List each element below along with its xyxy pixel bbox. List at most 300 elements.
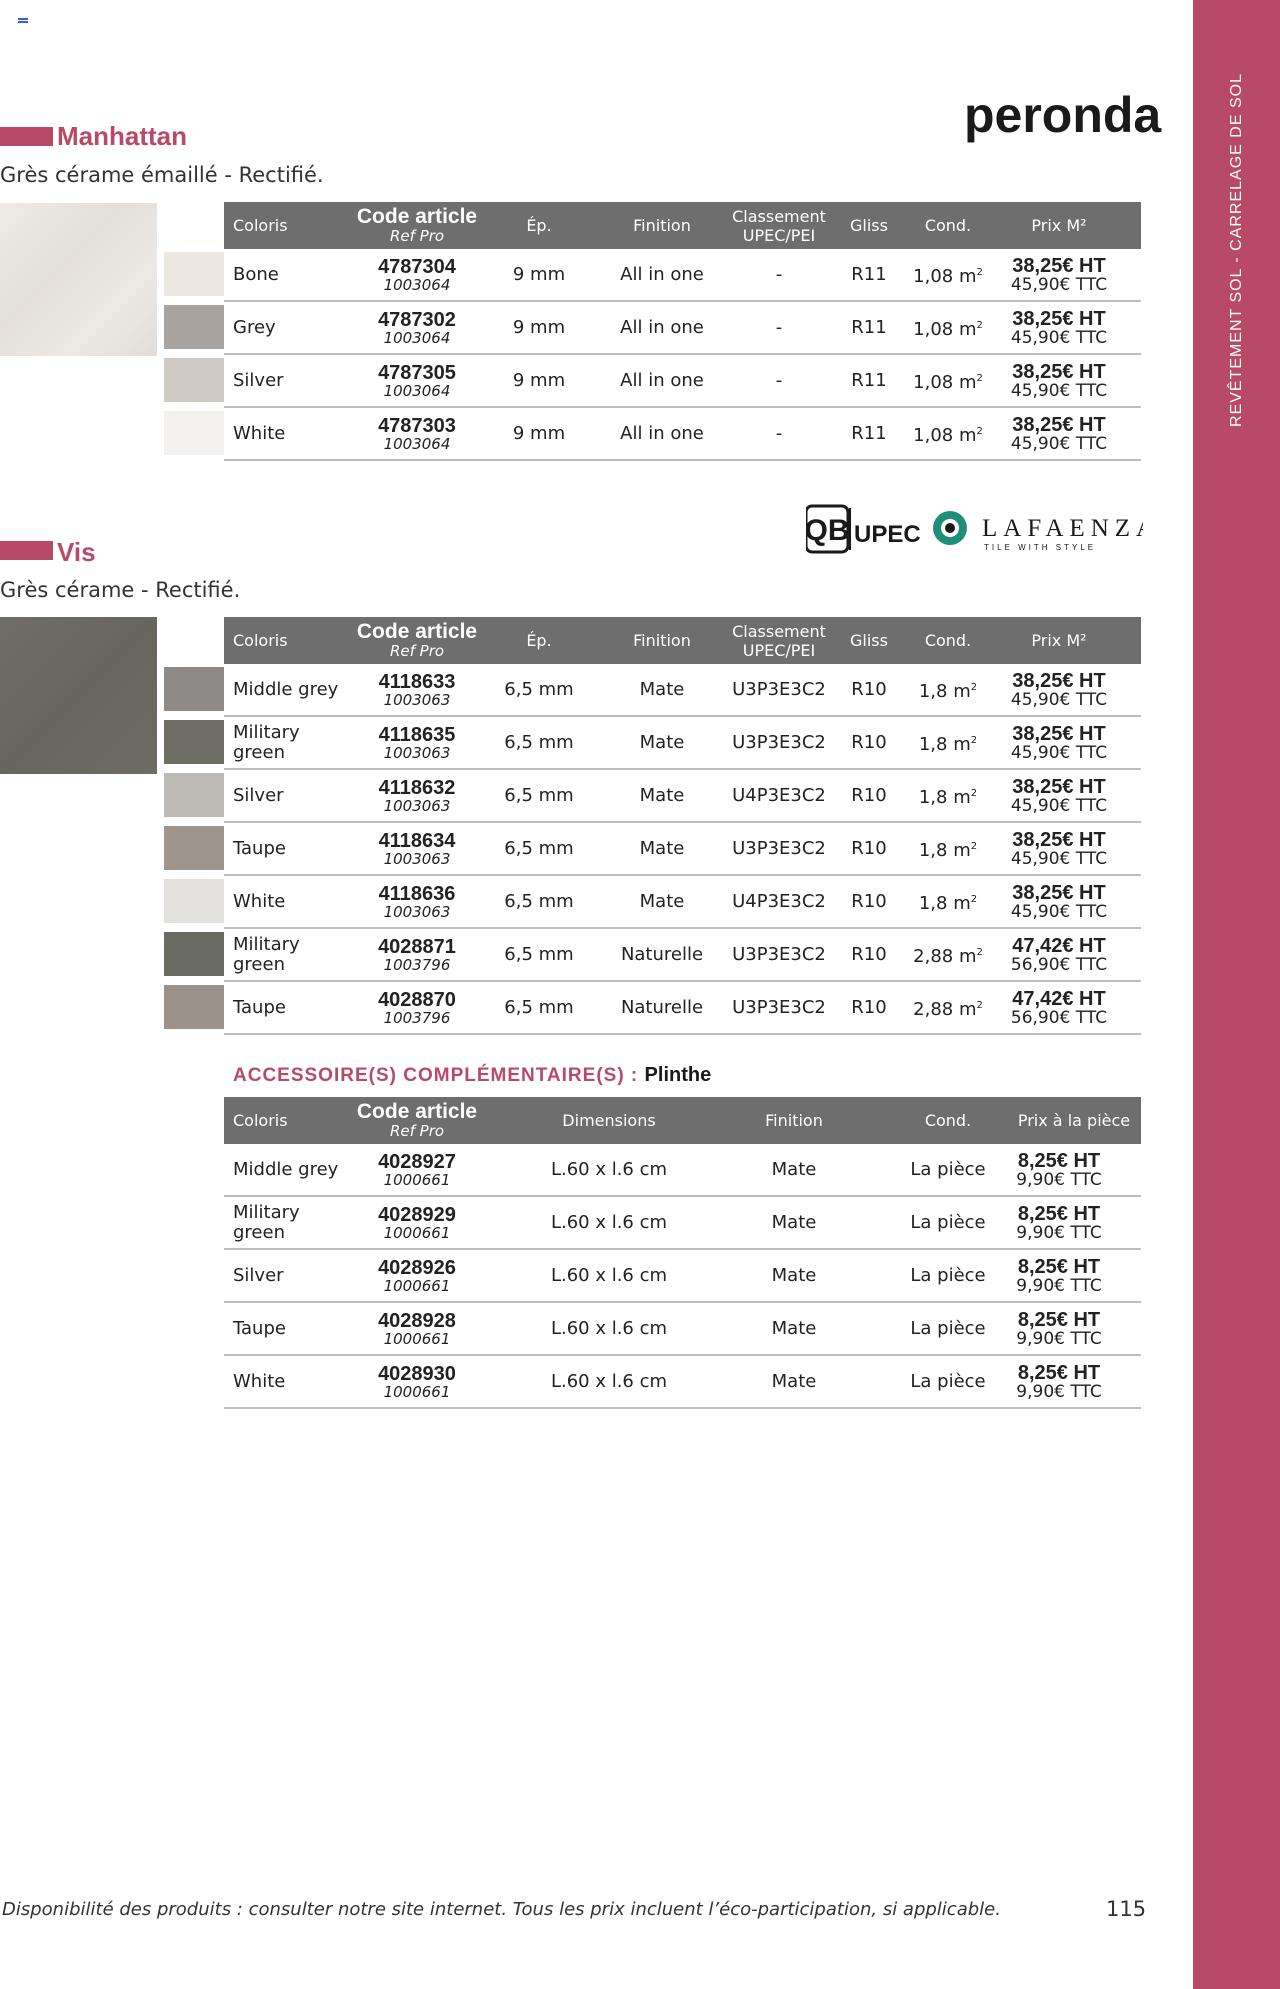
- cell-gliss: R10: [851, 891, 887, 912]
- cell-finition: Mate: [771, 1159, 817, 1180]
- price-ttc: 56,90€ TTC: [1010, 954, 1108, 975]
- cond-amount: 1,08 m: [913, 319, 977, 340]
- price-ht: 38,25€ HT: [1012, 413, 1106, 436]
- section-title-manhattan: Manhattan: [57, 121, 187, 151]
- section-marker: [0, 541, 53, 560]
- cell-gliss: R10: [851, 838, 887, 859]
- ref-pro: 1003064: [383, 381, 451, 400]
- cell-code: [352, 717, 482, 768]
- sidebar-label: REVÊTEMENT SOL - CARRELAGE DE SOL: [1228, 73, 1245, 427]
- cell-prix: [999, 1303, 1119, 1354]
- cell-finition: All in one: [620, 317, 704, 338]
- cell-ep: 9 mm: [512, 370, 566, 391]
- article-code: 4118634: [378, 829, 456, 852]
- cell-dimensions: L.60 x l.6 cm: [550, 1318, 668, 1339]
- cell-prix: [999, 823, 1119, 874]
- ref-pro: 1000661: [383, 1276, 451, 1295]
- section-subtitle-vis: Grès cérame - Rectifié.: [0, 578, 241, 602]
- cell-finition: Naturelle: [620, 944, 704, 965]
- square-unit: 2: [976, 373, 983, 384]
- cell-classement: U3P3E3C2: [732, 838, 826, 859]
- table-row: [224, 664, 1141, 717]
- section-title-vis: Vis: [57, 537, 96, 567]
- price-ttc: 45,90€ TTC: [1010, 689, 1108, 710]
- cell-ep: 6,5 mm: [504, 891, 574, 912]
- color-swatch: [164, 879, 224, 923]
- cell-ep: 9 mm: [512, 317, 566, 338]
- ref-pro: 1003063: [383, 902, 451, 921]
- cell-prix: [999, 408, 1119, 459]
- header-prix: Prix M²: [1031, 216, 1087, 235]
- cell-ep: 6,5 mm: [504, 785, 574, 806]
- cond-amount: 1,08 m: [913, 266, 977, 287]
- article-code: 4028871: [378, 935, 456, 958]
- cell-cond: [900, 717, 996, 768]
- color-swatch: [164, 985, 224, 1029]
- price-ht: 47,42€ HT: [1012, 987, 1106, 1010]
- header-coloris: Coloris: [233, 631, 288, 650]
- price-ttc: 45,90€ TTC: [1010, 901, 1108, 922]
- square-unit: 2: [970, 788, 978, 799]
- cell-classement: U3P3E3C2: [732, 732, 826, 753]
- section-marker: [0, 127, 53, 146]
- price-ttc: 45,90€ TTC: [1010, 433, 1108, 454]
- color-swatch: [164, 411, 224, 455]
- article-code: 4028870: [378, 988, 456, 1011]
- cell-gliss: R10: [851, 679, 887, 700]
- table-row: [224, 355, 1141, 408]
- cell-code: [352, 664, 482, 715]
- cell-coloris: Military green: [233, 721, 300, 763]
- cell-ep: 6,5 mm: [504, 838, 574, 859]
- cell-code: [352, 876, 482, 927]
- header-code-label: Code article: [356, 205, 478, 228]
- cell-code: [352, 1356, 482, 1407]
- cond-value: [919, 837, 977, 860]
- article-code: 4787302: [378, 308, 456, 331]
- certification-logos: [806, 502, 1143, 556]
- header-classement: [724, 202, 834, 249]
- cond-value: [913, 996, 983, 1019]
- header-cond: Cond.: [924, 216, 972, 235]
- square-unit: 2: [976, 947, 983, 958]
- article-code: 4028928: [378, 1309, 456, 1332]
- cond-amount: 2,88 m: [913, 946, 977, 967]
- cell-prix: [999, 770, 1119, 821]
- cell-dimensions: L.60 x l.6 cm: [550, 1371, 668, 1392]
- lafaenza-tagline: TILE WITH STYLE: [984, 543, 1097, 552]
- square-unit: 2: [976, 1000, 983, 1011]
- cell-ep: 9 mm: [512, 423, 566, 444]
- price-ttc: 9,90€ TTC: [1016, 1328, 1102, 1349]
- cond-amount: 1,08 m: [913, 372, 977, 393]
- cell-code: [352, 249, 482, 300]
- square-unit: 2: [970, 682, 978, 693]
- cell-prix: [999, 717, 1119, 768]
- header-finition: Finition: [765, 1111, 823, 1130]
- cell-finition: Mate: [771, 1371, 817, 1392]
- header-classement-2: UPEC/PEI: [742, 225, 816, 245]
- cell-finition: Naturelle: [620, 997, 704, 1018]
- qb-logo-text: QB: [806, 514, 850, 547]
- table-row: [224, 249, 1141, 302]
- vis-rows: [224, 664, 1141, 1035]
- table-row: [224, 1356, 1141, 1409]
- price-ttc: 9,90€ TTC: [1016, 1381, 1102, 1402]
- cond-amount: 2,88 m: [913, 999, 977, 1020]
- price-ht: 38,25€ HT: [1012, 307, 1106, 330]
- cell-finition: Mate: [771, 1318, 817, 1339]
- cell-cond: [900, 664, 996, 715]
- cell-classement: U3P3E3C2: [732, 944, 826, 965]
- header-classement-1: Classement: [732, 621, 826, 641]
- cond-value: [913, 263, 983, 286]
- cell-code: [352, 823, 482, 874]
- cell-cond: [900, 982, 996, 1033]
- cell-classement: -: [775, 370, 783, 391]
- header-prix: Prix M²: [1031, 631, 1087, 650]
- accessories-table: [224, 1097, 1141, 1409]
- article-code: 4028930: [378, 1362, 456, 1385]
- cell-ep: 6,5 mm: [504, 997, 574, 1018]
- price-ttc: 56,90€ TTC: [1010, 1007, 1108, 1028]
- cell-prix: [999, 664, 1119, 715]
- color-swatch: [164, 305, 224, 349]
- color-swatch: [164, 252, 224, 296]
- price-ht: 8,25€ HT: [1017, 1202, 1101, 1225]
- cell-cond: La pièce: [910, 1318, 986, 1339]
- price-ttc: 45,90€ TTC: [1010, 795, 1108, 816]
- header-classement-1: Classement: [732, 206, 826, 226]
- table-row: [224, 876, 1141, 929]
- cell-cond: [900, 876, 996, 927]
- cell-ep: 6,5 mm: [504, 679, 574, 700]
- manhattan-product-image: [0, 203, 157, 356]
- cell-coloris: Silver: [233, 369, 284, 391]
- cond-amount: 1,8 m: [918, 787, 971, 808]
- header-ref-label: Ref Pro: [389, 1122, 445, 1140]
- cell-code: [352, 355, 482, 406]
- price-ttc: 45,90€ TTC: [1010, 274, 1108, 295]
- cell-prix: [999, 1250, 1119, 1301]
- table-row: [224, 717, 1141, 770]
- cell-coloris: White: [233, 1370, 286, 1392]
- table-row: [224, 1303, 1141, 1356]
- color-swatch: [164, 720, 224, 764]
- header-classement-2: UPEC/PEI: [742, 640, 816, 660]
- manhattan-rows: [224, 249, 1141, 461]
- cell-finition: All in one: [620, 264, 704, 285]
- table-row: [224, 929, 1141, 982]
- cell-coloris: Military green: [233, 1201, 300, 1243]
- cell-cond: [900, 249, 996, 300]
- cell-ep: 9 mm: [512, 264, 566, 285]
- cell-finition: All in one: [620, 370, 704, 391]
- price-ttc: 9,90€ TTC: [1016, 1275, 1102, 1296]
- cond-value: [913, 943, 983, 966]
- footer-note: Disponibilité des produits : consulter notre site internet. Tous les prix incluent l’éco-participation, si applicable.: [2, 1899, 1001, 1920]
- cell-coloris: White: [233, 890, 286, 912]
- cell-ep: 6,5 mm: [504, 732, 574, 753]
- cell-prix: [999, 982, 1119, 1033]
- square-unit: 2: [976, 320, 983, 331]
- header-ep: Ép.: [526, 216, 552, 235]
- cell-prix: [999, 929, 1119, 980]
- article-code: 4028929: [378, 1203, 456, 1226]
- table-row: [224, 408, 1141, 461]
- menu-icon[interactable]: [18, 18, 28, 25]
- ref-pro: 1003796: [383, 955, 451, 974]
- article-code: 4787304: [378, 255, 456, 278]
- cell-finition: Mate: [771, 1212, 817, 1233]
- price-ttc: 45,90€ TTC: [1010, 380, 1108, 401]
- header-cond: Cond.: [924, 631, 972, 650]
- article-code: 4118636: [378, 882, 456, 905]
- square-unit: 2: [970, 735, 978, 746]
- peronda-logo: peronda: [964, 87, 1162, 143]
- cell-prix: [999, 1356, 1119, 1407]
- price-ht: 38,25€ HT: [1012, 881, 1106, 904]
- cell-coloris: White: [233, 422, 286, 444]
- table-row: [224, 302, 1141, 355]
- cell-cond: [900, 823, 996, 874]
- header-code-label: Code article: [356, 620, 478, 643]
- section-subtitle-manhattan: Grès cérame émaillé - Rectifié.: [0, 163, 324, 187]
- cell-gliss: R11: [851, 264, 887, 285]
- header-finition: Finition: [633, 216, 691, 235]
- cell-finition: Mate: [639, 891, 685, 912]
- cell-finition: Mate: [771, 1265, 817, 1286]
- ref-pro: 1003063: [383, 690, 451, 709]
- price-ttc: 45,90€ TTC: [1010, 327, 1108, 348]
- price-ht: 38,25€ HT: [1012, 669, 1106, 692]
- cond-value: [919, 784, 977, 807]
- header-code-label: Code article: [356, 1100, 478, 1123]
- cond-value: [913, 316, 983, 339]
- table-header: [224, 202, 1141, 249]
- color-swatch: [164, 932, 224, 976]
- cell-prix: [999, 1197, 1119, 1248]
- cell-cond: [900, 770, 996, 821]
- cell-code: [352, 1197, 482, 1248]
- price-ht: 47,42€ HT: [1012, 934, 1106, 957]
- ref-pro: 1003063: [383, 743, 451, 762]
- header-coloris: Coloris: [233, 216, 288, 235]
- header-code: [352, 617, 482, 664]
- article-code: 4028926: [378, 1256, 456, 1279]
- table-row: [224, 1197, 1141, 1250]
- square-unit: 2: [976, 267, 983, 278]
- lafaenza-logo-text: LAFAENZA: [982, 515, 1143, 542]
- table-header: [224, 1097, 1141, 1144]
- cond-value: [919, 678, 977, 701]
- price-ht: 38,25€ HT: [1012, 360, 1106, 383]
- ref-pro: 1000661: [383, 1170, 451, 1189]
- header-cond: Cond.: [924, 1111, 972, 1130]
- cell-finition: Mate: [639, 785, 685, 806]
- cell-finition: Mate: [639, 679, 685, 700]
- cell-code: [352, 408, 482, 459]
- cond-value: [913, 422, 983, 445]
- accessories-title-name: Plinthe: [644, 1064, 712, 1086]
- price-ttc: 45,90€ TTC: [1010, 848, 1108, 869]
- cell-prix: [999, 302, 1119, 353]
- cond-amount: 1,08 m: [913, 425, 977, 446]
- ref-pro: 1003063: [383, 849, 451, 868]
- accessories-title: [233, 1064, 711, 1087]
- header-coloris: Coloris: [233, 1111, 288, 1130]
- cell-prix: [999, 249, 1119, 300]
- vis-product-image: [0, 617, 157, 774]
- accessories-title-prefix: ACCESSOIRE(S) COMPLÉMENTAIRE(S) :: [233, 1065, 639, 1086]
- article-code: 4118635: [378, 723, 456, 746]
- table-row: [224, 823, 1141, 876]
- cell-gliss: R10: [851, 732, 887, 753]
- square-unit: 2: [976, 426, 983, 437]
- cell-cond: [900, 929, 996, 980]
- cell-prix: [999, 355, 1119, 406]
- color-swatch: [164, 773, 224, 817]
- ref-pro: 1000661: [383, 1329, 451, 1348]
- ref-pro: 1000661: [383, 1382, 451, 1401]
- color-swatch: [164, 667, 224, 711]
- cell-cond: [900, 408, 996, 459]
- cell-coloris: Military green: [233, 933, 300, 975]
- cond-value: [919, 890, 977, 913]
- article-code: 4118632: [378, 776, 456, 799]
- cell-cond: [900, 302, 996, 353]
- ref-pro: 1003064: [383, 275, 451, 294]
- cell-coloris: Middle grey: [233, 678, 339, 700]
- table-header: [224, 617, 1141, 664]
- accessories-rows: [224, 1144, 1141, 1409]
- header-classement: [724, 617, 834, 664]
- price-ttc: 9,90€ TTC: [1016, 1169, 1102, 1190]
- header-ref-label: Ref Pro: [389, 227, 445, 245]
- cond-amount: 1,8 m: [918, 840, 971, 861]
- page-number: 115: [1106, 1897, 1147, 1921]
- cell-classement: U3P3E3C2: [732, 679, 826, 700]
- article-code: 4028927: [378, 1150, 456, 1173]
- cell-coloris: Bone: [233, 263, 279, 285]
- cell-coloris: Grey: [233, 316, 276, 338]
- square-unit: 2: [970, 841, 978, 852]
- cell-dimensions: L.60 x l.6 cm: [550, 1212, 668, 1233]
- price-ht: 38,25€ HT: [1012, 254, 1106, 277]
- upec-logo-text: UPEC: [854, 521, 921, 548]
- cell-finition: Mate: [639, 732, 685, 753]
- header-gliss: Gliss: [850, 216, 888, 235]
- cell-gliss: R11: [851, 317, 887, 338]
- header-finition: Finition: [633, 631, 691, 650]
- price-ttc: 9,90€ TTC: [1016, 1222, 1102, 1243]
- header-gliss: Gliss: [850, 631, 888, 650]
- price-ht: 8,25€ HT: [1017, 1255, 1101, 1278]
- cell-finition: All in one: [620, 423, 704, 444]
- qb-upec-lafaenza-logos: [806, 502, 1143, 556]
- cell-coloris: Silver: [233, 784, 284, 806]
- cell-classement: -: [775, 423, 783, 444]
- cell-code: [352, 929, 482, 980]
- cell-code: [352, 1144, 482, 1195]
- header-code: [352, 1097, 482, 1144]
- cell-coloris: Taupe: [233, 996, 286, 1018]
- header-ref-label: Ref Pro: [389, 642, 445, 660]
- cell-ep: 6,5 mm: [504, 944, 574, 965]
- cell-cond: La pièce: [910, 1212, 986, 1233]
- price-ht: 8,25€ HT: [1017, 1149, 1101, 1172]
- cond-value: [913, 369, 983, 392]
- ref-pro: 1003796: [383, 1008, 451, 1027]
- price-ht: 38,25€ HT: [1012, 775, 1106, 798]
- ref-pro: 1003064: [383, 328, 451, 347]
- price-ht: 8,25€ HT: [1017, 1308, 1101, 1331]
- manhattan-table: [224, 202, 1141, 461]
- square-unit: 2: [970, 894, 978, 905]
- cell-gliss: R11: [851, 423, 887, 444]
- cell-cond: [900, 355, 996, 406]
- cell-prix: [999, 1144, 1119, 1195]
- cell-code: [352, 1303, 482, 1354]
- cell-dimensions: L.60 x l.6 cm: [550, 1265, 668, 1286]
- cell-dimensions: L.60 x l.6 cm: [550, 1159, 668, 1180]
- cell-gliss: R10: [851, 944, 887, 965]
- header-prix-piece: Prix à la pièce: [1017, 1111, 1131, 1130]
- table-row: [224, 982, 1141, 1035]
- ref-pro: 1003064: [383, 434, 451, 453]
- table-row: [224, 1250, 1141, 1303]
- cell-code: [352, 770, 482, 821]
- cell-classement: U4P3E3C2: [732, 891, 826, 912]
- cell-classement: U3P3E3C2: [732, 997, 826, 1018]
- ref-pro: 1000661: [383, 1223, 451, 1242]
- table-row: [224, 770, 1141, 823]
- cell-finition: Mate: [639, 838, 685, 859]
- cell-classement: -: [775, 264, 783, 285]
- vis-table: [224, 617, 1141, 1035]
- cell-classement: -: [775, 317, 783, 338]
- table-row: [224, 1144, 1141, 1197]
- price-ht: 8,25€ HT: [1017, 1361, 1101, 1384]
- cell-code: [352, 302, 482, 353]
- color-swatch: [164, 358, 224, 402]
- cell-cond: La pièce: [910, 1159, 986, 1180]
- cell-code: [352, 1250, 482, 1301]
- price-ttc: 45,90€ TTC: [1010, 742, 1108, 763]
- cond-amount: 1,8 m: [918, 681, 971, 702]
- price-ht: 38,25€ HT: [1012, 722, 1106, 745]
- cell-cond: La pièce: [910, 1371, 986, 1392]
- cell-gliss: R10: [851, 785, 887, 806]
- cell-cond: La pièce: [910, 1265, 986, 1286]
- price-ht: 38,25€ HT: [1012, 828, 1106, 851]
- cell-coloris: Middle grey: [233, 1158, 339, 1180]
- cell-coloris: Taupe: [233, 1317, 286, 1339]
- header-code: [352, 202, 482, 249]
- cell-coloris: Taupe: [233, 837, 286, 859]
- cond-value: [919, 731, 977, 754]
- header-dimensions: Dimensions: [562, 1111, 656, 1130]
- article-code: 4787305: [378, 361, 456, 384]
- article-code: 4787303: [378, 414, 456, 437]
- cell-gliss: R10: [851, 997, 887, 1018]
- cell-prix: [999, 876, 1119, 927]
- header-ep: Ép.: [526, 631, 552, 650]
- color-swatch: [164, 826, 224, 870]
- cell-code: [352, 982, 482, 1033]
- cell-classement: U4P3E3C2: [732, 785, 826, 806]
- cell-gliss: R11: [851, 370, 887, 391]
